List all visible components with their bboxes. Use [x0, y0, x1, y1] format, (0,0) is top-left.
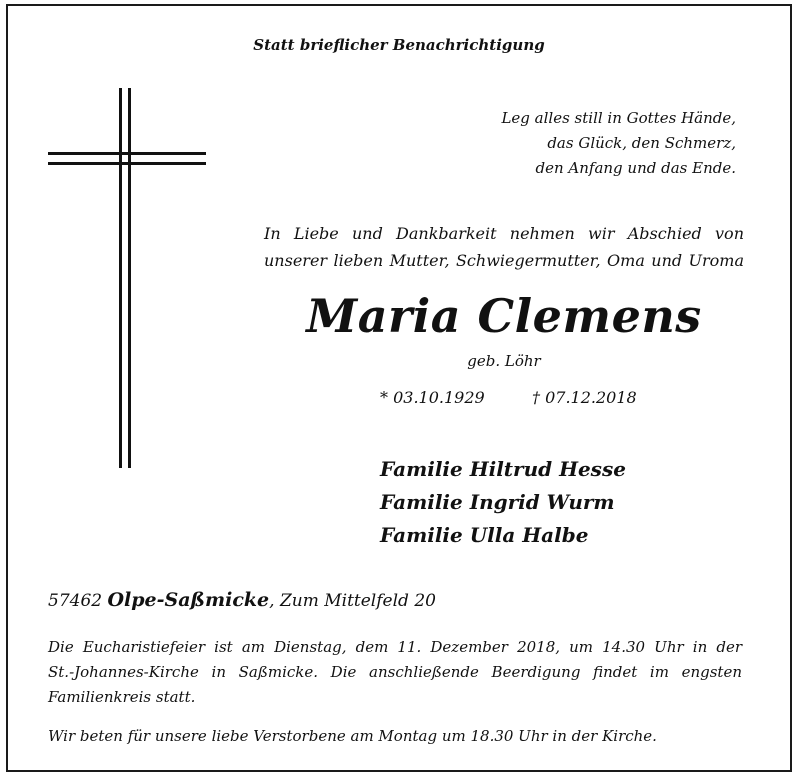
service-line: Familienkreis statt.: [48, 688, 196, 706]
birth-name: geb. Löhr: [467, 352, 541, 370]
address-city: Olpe-Saßmicke: [107, 589, 270, 611]
poem-line: den Anfang und das Ende.: [535, 159, 736, 177]
intro-line: unserer lieben Mutter, Schwiegermutter, Oma und Uroma: [264, 251, 744, 270]
mourners: [380, 453, 626, 552]
death-date: † 07.12.2018: [532, 388, 637, 407]
intro-line: In Liebe und Dankbarkeit nehmen wir Abschied von: [264, 224, 744, 243]
poem: [501, 106, 736, 181]
cross-icon: [48, 88, 218, 473]
poem-line: Leg alles still in Gottes Hände,: [501, 109, 736, 127]
address-zip: 57462: [48, 591, 103, 611]
service-line: Die Eucharistiefeier ist am Dienstag, dem 11. Dezember 2018, um 14.30 Uhr in der: [48, 638, 742, 656]
family-name: Familie Ingrid Wurm: [380, 490, 615, 514]
family-name: Familie Ulla Halbe: [380, 523, 589, 547]
notice-header: Statt brieflicher Benachrichtigung: [253, 36, 545, 54]
service-info: [48, 635, 742, 710]
poem-line: das Glück, den Schmerz,: [547, 134, 736, 152]
obituary-notice: [6, 4, 792, 772]
intro-text: [264, 220, 744, 274]
family-name: Familie Hiltrud Hesse: [380, 457, 626, 481]
prayer-info: Wir beten für unsere liebe Verstorbene am Montag um 18.30 Uhr in der Kirche.: [48, 727, 657, 745]
address: [48, 589, 436, 611]
birth-date: * 03.10.1929: [380, 388, 485, 407]
deceased-name: Maria Clemens: [306, 289, 702, 343]
service-line: St.-Johannes-Kirche in Saßmicke. Die anschließende Beerdigung findet im engsten: [48, 663, 742, 681]
address-street: , Zum Mittelfeld 20: [269, 591, 436, 611]
